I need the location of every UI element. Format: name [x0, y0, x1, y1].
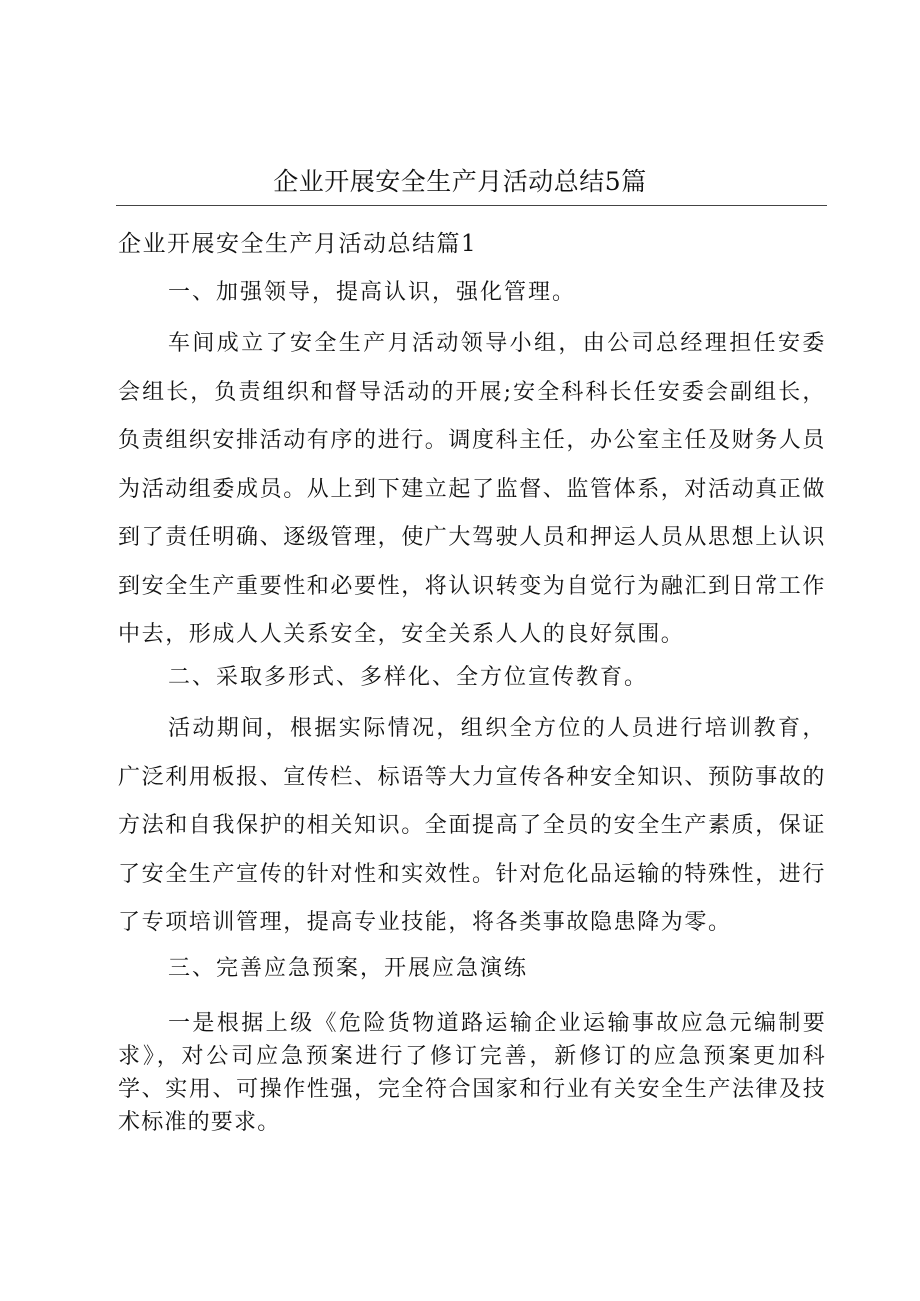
section-title: 企业开展安全生产月活动总结篇1	[118, 231, 478, 257]
heading-3: 三、完善应急预案，开展应急演练	[168, 956, 529, 981]
paragraph-3: 一是根据上级《危险货物道路运输企业运输事故应急元编制要求》，对公司应急预案进行了修订完善，新修订的应急预案更加科学、实用、可操作性强，完全符合国家和行业有关安全生产法律及技术标准的要求。	[118, 1011, 826, 1135]
heading-2: 二、采取多形式、多样化、全方位宣传教育。	[168, 665, 649, 690]
document-title: 企业开展安全生产月活动总结5篇	[273, 167, 647, 196]
paragraph-2: 活动期间，根据实际情况，组织全方位的人员进行培训教育，广泛利用板报、宣传栏、标语等大力宣传各种安全知识、预防事故的方法和自我保护的相关知识。全面提高了全员的安全生产素质，保证了安全生产宣传的针对性和实效性。针对危化品运输的特殊性，进行了专项培训管理，提高专业技能，将各类事故隐患降为零。	[118, 716, 827, 935]
paragraph-1: 车间成立了安全生产月活动领导小组，由公司总经理担任安委会组长，负责组织和督导活动的开展;安全科科长任安委会副组长，负责组织安排活动有序的进行。调度科主任，办公室主任及财务人员为活动组委成员。从上到下建立起了监督、监管体系，对活动真正做到了责任明确、逐级管理，使广大驾驶人员和押运人员从思想上认识到安全生产重要性和必要性，将认识转变为自觉行为融汇到日常工作中去，形成人人关系安全，安全关系人人的良好氛围。	[118, 331, 827, 647]
title-divider	[116, 205, 827, 206]
heading-1: 一、加强领导，提高认识，强化管理。	[168, 280, 577, 305]
